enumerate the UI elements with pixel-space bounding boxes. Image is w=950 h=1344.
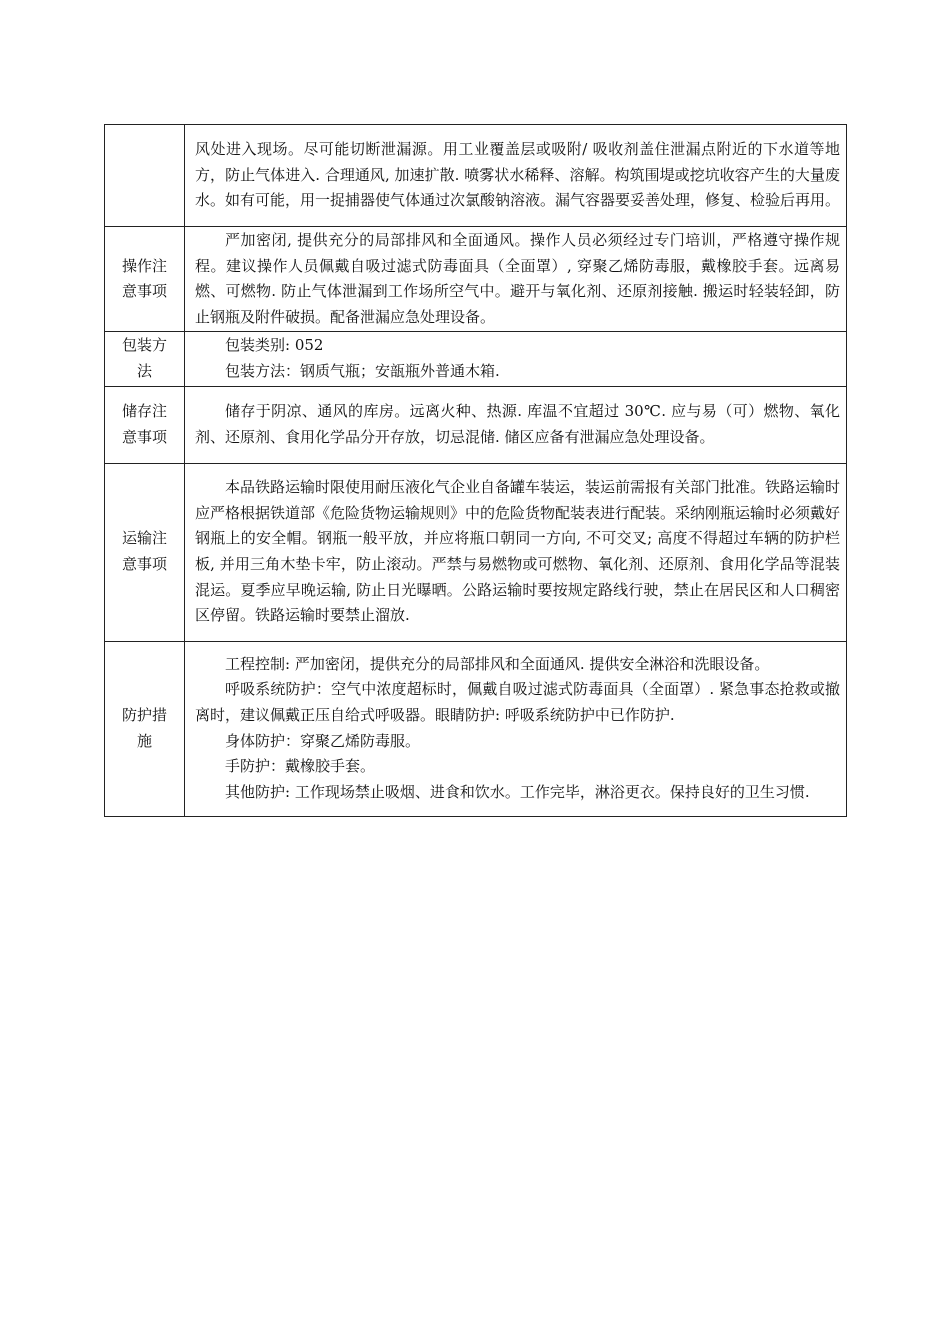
content-paragraph: 严加密闭, 提供充分的局部排风和全面通风。操作人员必须经过专门培训，严格遵守操作规程。建议操作人员佩戴自吸过滤式防毒面具（全面罩）, 穿聚乙烯防毒服，戴橡胶手套。远离易燃、可燃物. 防止气体泄漏到工作场所空气中。避开与氧化剂、还原剂接触. 搬运时轻装轻卸，防止钢瓶及附件破损。配备泄漏应急处理设备。: [195, 231, 840, 326]
table-row-operation-notes: [105, 227, 847, 332]
table-row-storage-notes: [105, 386, 847, 463]
table-row-transport-notes: [105, 463, 847, 641]
content-paragraph: 呼吸系统防护：空气中浓度超标时，佩戴自吸过滤式防毒面具（全面罩）. 紧急事态抢救或撤离时，建议佩戴正压自给式呼吸器。眼睛防护: 呼吸系统防护中已作防护.: [195, 680, 840, 724]
content-paragraph: 身体防护：穿聚乙烯防毒服。: [225, 731, 421, 750]
content-paragraph: 包装方法：钢质气瓶；安瓿瓶外普通木箱.: [225, 361, 500, 380]
content-paragraph: 本品铁路运输时限使用耐压液化气企业自备罐车装运，装运前需报有关部门批准。铁路运输时应严格根据铁道部《危险货物运输规则》中的危险货物配装表进行配装。采纳刚瓶运输时必须戴好钢瓶上的安全帽。钢瓶一般平放，并应将瓶口朝同一方向, 不可交叉; 高度不得超过车辆的防护栏板, 并用三角木垫卡牢，防止滚动。严禁与易燃物或可燃物、氧化剂、还原剂、食用化学品等混装混运。夏季应早晚运输, 防止日光曝晒。公路运输时要按规定路线行驶，禁止在居民区和人口稠密区停留。铁路运输时要禁止溜放.: [195, 478, 841, 625]
content-paragraph: 包装类别: 052: [225, 336, 324, 355]
row-label: 运输注 意事项: [105, 463, 185, 641]
content-paragraph: 手防护：戴橡胶手套。: [225, 757, 376, 776]
row-content: [185, 332, 847, 386]
row-label: 储存注 意事项: [105, 386, 185, 463]
content-paragraph: 其他防护: 工作现场禁止吸烟、进食和饮水。工作完毕，淋浴更衣。保持良好的卫生习惯.: [225, 782, 810, 801]
table-row-leak-handling: [105, 125, 847, 227]
row-label: 防护措 施: [105, 641, 185, 816]
row-label: [105, 125, 185, 227]
row-content: [185, 386, 847, 463]
row-label: 操作注 意事项: [105, 227, 185, 332]
content-paragraph: 风处进入现场。尽可能切断泄漏源。用工业覆盖层或吸附/ 吸收剂盖住泄漏点附近的下水道等地方，防止气体进入. 合理通风, 加速扩散. 喷雾状水稀释、溶解。构筑围堤或挖坑收容产生的大量废水。如有可能，用一捉捕器使气体通过次氯酸钠溶液。漏气容器要妥善处理，修复、检验后再用。: [195, 140, 841, 210]
row-content: [185, 227, 847, 332]
content-paragraph: 工程控制: 严加密闭，提供充分的局部排风和全面通风. 提供安全淋浴和洗眼设备。: [225, 654, 770, 673]
table-row-protective-measures: [105, 641, 847, 816]
safety-info-table: [104, 124, 847, 817]
table-row-packaging: [105, 332, 847, 386]
row-label: 包装方 法: [105, 332, 185, 386]
row-content: [185, 463, 847, 641]
row-content: [185, 125, 847, 227]
content-paragraph: 储存于阴凉、通风的库房。远离火种、热源. 库温不宜超过 30℃. 应与易（可）燃物、氧化剂、还原剂、食用化学品分开存放，切忌混储. 储区应备有泄漏应急处理设备。: [195, 401, 840, 446]
row-content: [185, 641, 847, 816]
